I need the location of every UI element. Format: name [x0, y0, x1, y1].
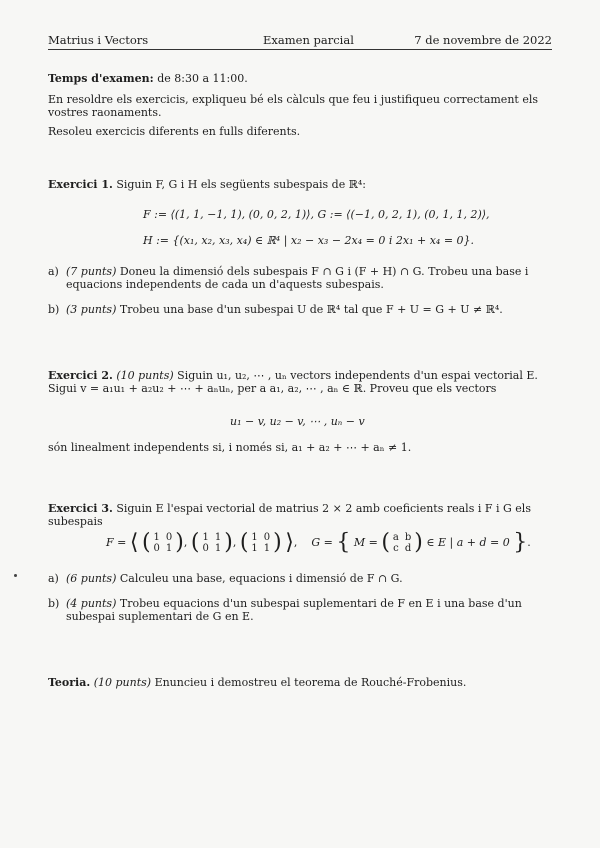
part-text: Doneu la dimensió dels subespais F ∩ G i (F + H) ∩ G. Trobeu una base i equacions independents de cada un d'aquests subespais. — [66, 265, 529, 291]
part-points: (7 punts) — [66, 265, 117, 278]
part-text: Calculeu una base, equacions i dimensió de F ∩ G. — [119, 572, 403, 585]
part-points: (4 punts) — [66, 597, 117, 610]
exercise-3-intro: Siguin E l'espai vectorial de matrius 2 × 2 amb coeficients reals i F i G els subespais — [48, 502, 531, 528]
exercise-2-title: Exercici 2. — [48, 369, 113, 382]
header-date: 7 de novembre de 2022 — [414, 33, 552, 47]
header-exam-type: Examen parcial — [263, 33, 354, 47]
exercise-3-part-a — [48, 572, 554, 586]
part-label: b) — [48, 597, 60, 610]
right-angle: ⟩ — [285, 530, 294, 555]
theory-question — [48, 676, 554, 689]
part-label: b) — [48, 303, 60, 316]
part-label: a) — [48, 572, 59, 585]
matrix-f2: ( 1 1 0 1 ) — [190, 530, 233, 555]
left-brace: { — [336, 530, 351, 555]
theory-title: Teoria. — [48, 676, 91, 689]
exercise-1-part-b — [48, 303, 554, 317]
exercise-2-text: Siguin u₁, u₂, ⋯ , uₙ vectors independents d'un espai vectorial E. Sigui v = a₁u₁ + a₂u₂ + ⋯ + aₙuₙ, per a a₁, a₂, ⋯ , aₙ ∈ ℝ. Proveu que els vectors — [48, 369, 538, 395]
header-course: Matrius i Vectors — [48, 33, 149, 47]
g-label: G = — [311, 536, 337, 549]
exercise-2-vectors: u₁ − v, u₂ − v, ⋯ , uₙ − v — [230, 415, 365, 428]
matrix-g: ( a b c d ) — [381, 530, 423, 555]
header-rule — [48, 49, 552, 50]
exercise-1-part-a — [48, 265, 554, 295]
exam-time — [48, 72, 554, 85]
exercise-3-title: Exercici 3. — [48, 502, 113, 515]
exercise-2-conclusion: són linealment independents si, i només si, a₁ + a₂ + ⋯ + aₙ ≠ 1. — [48, 441, 412, 454]
exercise-1-eq-h: H := {(x₁, x₂, x₃, x₄) ∈ ℝ⁴ | x₂ − x₃ − 2x₄ = 0 i 2x₁ + x₄ = 0}. — [143, 234, 475, 247]
matrix-f1: ( 1 0 0 1 ) — [141, 530, 184, 555]
g-condition: ∈ E | a + d = 0 — [426, 536, 510, 549]
exercise-2-points: (10 punts) — [116, 369, 174, 382]
part-text: Trobeu una base d'un subespai U de ℝ⁴ tal que F + U = G + U ≠ ℝ⁴. — [119, 303, 503, 316]
f-label: F = — [106, 536, 130, 549]
exercise-3-part-b — [48, 597, 554, 627]
part-points: (3 punts) — [66, 303, 117, 316]
exercise-1-eq-fg: F := ⟨(1, 1, −1, 1), (0, 0, 2, 1)⟩, G := ⟨(−1, 0, 2, 1), (0, 1, 1, 2)⟩, — [143, 208, 490, 221]
stray-mark — [14, 574, 17, 577]
theory-points: (10 punts) — [93, 676, 152, 689]
exam-time-label: Temps d'examen: — [48, 72, 154, 85]
exercise-2-statement — [48, 369, 554, 395]
exercise-1-intro: Siguin F, G i H els següents subespais de ℝ⁴: — [116, 178, 366, 191]
right-brace: } — [513, 530, 528, 555]
matrix-f3: ( 1 0 1 1 ) — [239, 530, 282, 555]
separate-sheets-note: Resoleu exercicis diferents en fulls diferents. — [48, 125, 301, 138]
left-angle: ⟨ — [129, 530, 139, 555]
exercise-1-heading — [48, 178, 554, 191]
part-text: Trobeu equacions d'un subespai suplementari de F en E i una base d'un subespai suplementari de G en E. — [66, 597, 522, 623]
exercise-1-title: Exercici 1. — [48, 178, 113, 191]
exercise-3-subspaces: F = ⟨ ( 1 0 0 1 ), ( 1 1 0 1 ), ( 1 0 1 1 ) ⟩, G = { M = ( a b c d ) ∈ E | a + d = 0 }. — [106, 525, 531, 561]
part-points: (6 punts) — [66, 572, 117, 585]
theory-text: Enuncieu i demostreu el teorema de Rouché-Frobenius. — [154, 676, 467, 689]
exam-time-value: de 8:30 a 11:00. — [157, 72, 248, 85]
part-label: a) — [48, 265, 59, 278]
page-header — [48, 33, 552, 49]
instructions: En resoldre els exercicis, expliqueu bé els càlculs que feu i justifiqueu correctament els vostres raonaments. — [48, 93, 538, 119]
